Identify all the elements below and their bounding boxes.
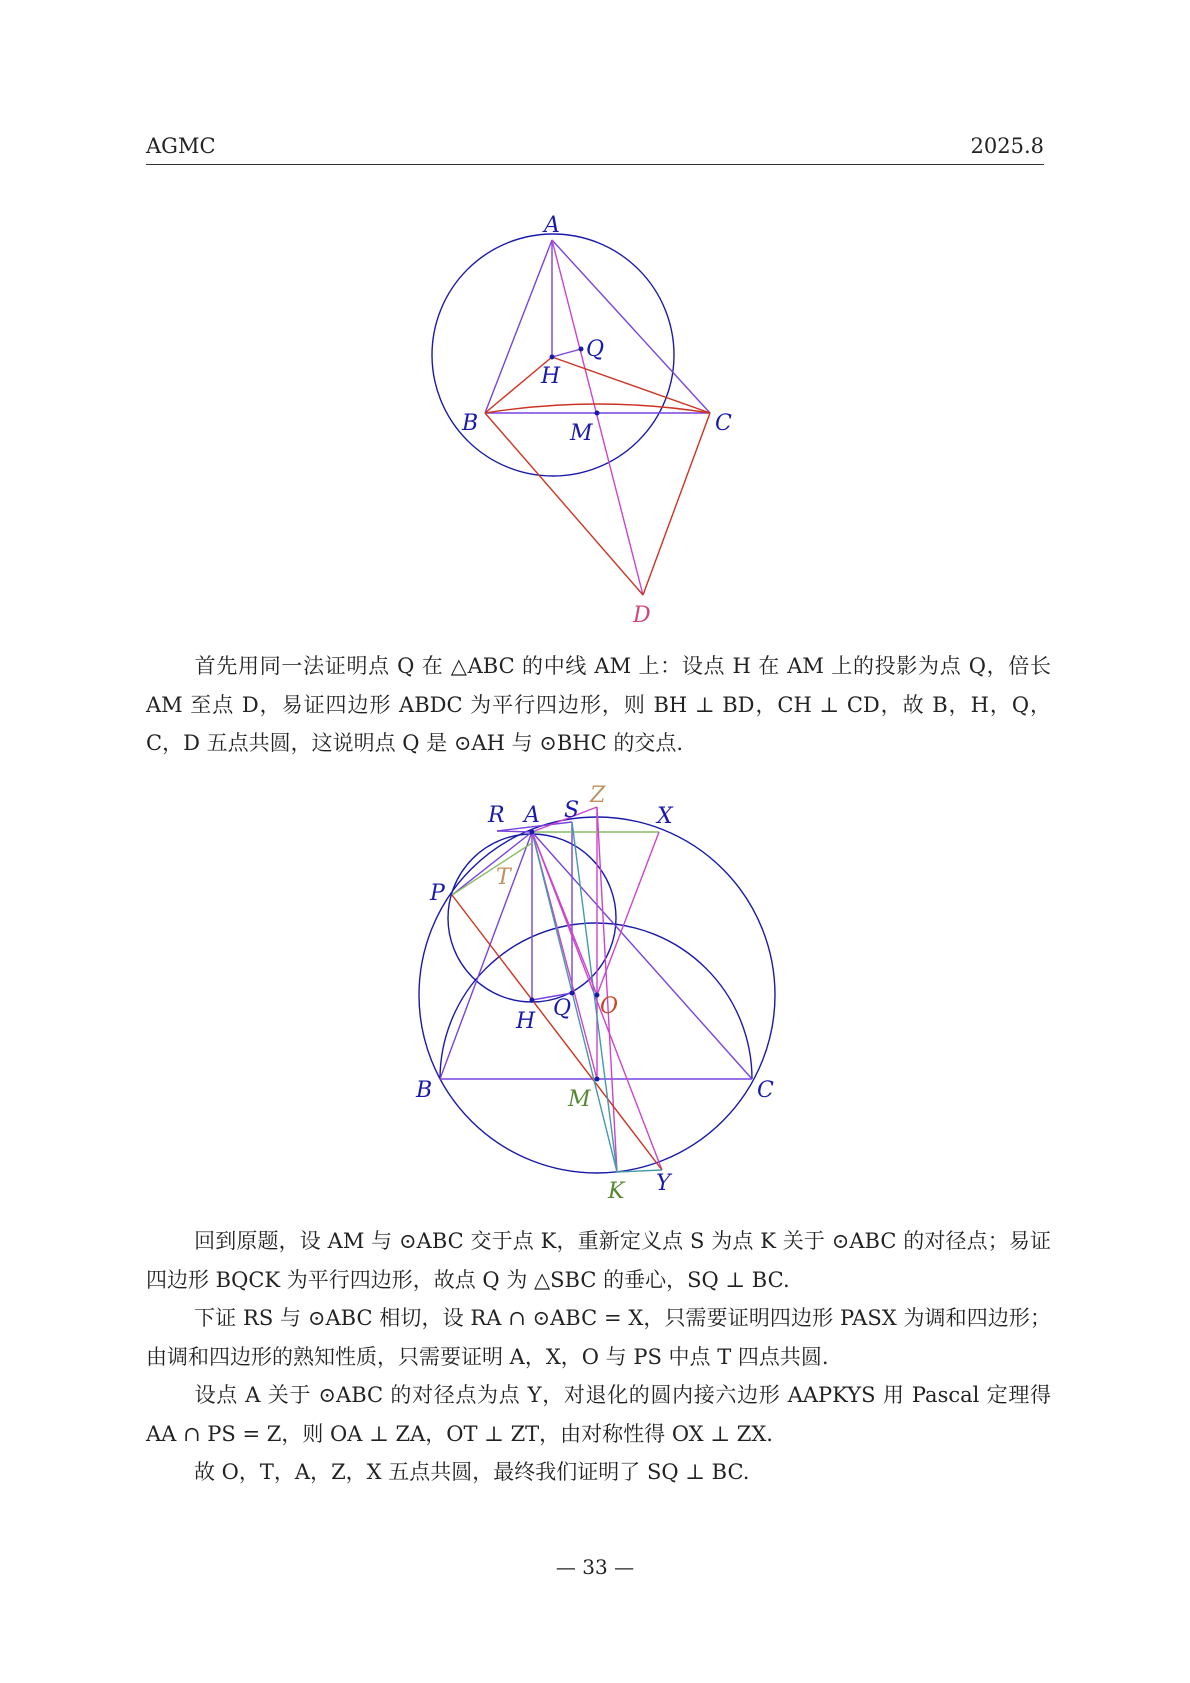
label-z: Z <box>590 783 606 808</box>
point-a <box>530 830 535 835</box>
label-d: D <box>633 603 651 628</box>
label-m: M <box>568 1087 591 1112</box>
arc-bhc <box>440 923 752 1079</box>
header-date: 2025.8 <box>970 134 1044 158</box>
segment-hq <box>552 349 581 357</box>
label-c: C <box>757 1078 774 1103</box>
label-k: K <box>608 1179 625 1204</box>
label-t: T <box>496 865 511 890</box>
segment-ra <box>497 831 532 832</box>
segment-zk <box>597 807 617 1172</box>
label-q: Q <box>553 996 572 1021</box>
label-q: Q <box>586 337 605 362</box>
label-s: S <box>564 798 580 823</box>
paragraph-1: 首先用同一法证明点 Q 在 △ABC 的中线 AM 上：设点 H 在 AM 上的投影为点 Q，倍长 AM 至点 D，易证四边形 ABDC 为平行四边形，则 BH ⊥ BD，CH ⊥ CD，故 B，H，Q，C，D 五点共圆，这说明点 Q 是 ⊙AH 与 ⊙BHC 的交点. <box>146 654 1051 755</box>
label-h: H <box>541 364 561 389</box>
label-p: P <box>430 881 445 906</box>
segment-cd <box>643 413 710 595</box>
label-a: A <box>544 213 560 238</box>
label-o: O <box>600 994 619 1019</box>
point-h <box>530 998 535 1003</box>
segment-py <box>452 895 662 1170</box>
label-b: B <box>462 411 479 436</box>
segment-ao <box>532 832 597 995</box>
label-y: Y <box>656 1171 671 1196</box>
paragraph-4: 设点 A 关于 ⊙ABC 的对径点为点 Y，对退化的圆内接六边形 AAPKYS 用 Pascal 定理得 AA ∩ PS = Z，则 OA ⊥ ZA，OT ⊥ ZT，由对称性得 OX ⊥ ZX. <box>146 1383 1051 1446</box>
point-m <box>595 411 600 416</box>
figure-2 <box>0 780 1190 1210</box>
point-o <box>595 993 600 998</box>
label-x: X <box>657 804 673 829</box>
label-r: R <box>488 803 505 828</box>
point-q <box>570 991 575 996</box>
label-m: M <box>570 421 593 446</box>
paragraph-3: 下证 RS 与 ⊙ABC 相切，设 RA ∩ ⊙ABC = X，只需要证明四边形 PASX 为调和四边形；由调和四边形的熟知性质，只需要证明 A，X，O 与 PS 中点 T 四点共圆. <box>146 1306 1051 1369</box>
label-b: B <box>416 1078 433 1103</box>
segment-ac <box>552 240 710 413</box>
header-journal: AGMC <box>146 134 216 158</box>
point-m <box>595 1077 600 1082</box>
paragraph-5: 故 O，T，A，Z，X 五点共圆，最终我们证明了 SQ ⊥ BC. <box>194 1460 750 1484</box>
paragraph-2: 回到原题，设 AM 与 ⊙ABC 交于点 K，重新定义点 S 为点 K 关于 ⊙ABC 的对径点；易证四边形 BQCK 为平行四边形，故点 Q 为 △SBC 的垂心，SQ ⊥ BC. <box>146 1229 1051 1292</box>
figure-1 <box>0 0 1190 640</box>
label-h: H <box>516 1009 536 1034</box>
label-c: C <box>715 411 732 436</box>
point-q <box>579 347 584 352</box>
label-a: A <box>524 803 540 828</box>
page-number: — 33 — <box>555 1555 635 1579</box>
point-h <box>550 355 555 360</box>
